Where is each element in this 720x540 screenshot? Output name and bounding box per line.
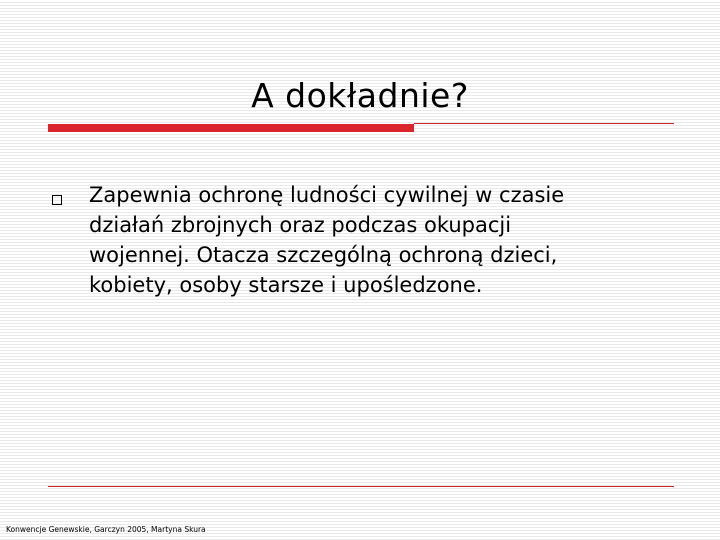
bullet-text: Zapewnia ochronę ludności cywilnej w czasie działań zbrojnych oraz podczas okupacji wojennej. Otacza szczególną ochroną dzieci, kobiety, osoby starsze i upośledzone. [89, 183, 565, 297]
title-underline-rule [414, 123, 674, 124]
footer-rule [48, 486, 674, 487]
slide-title: A dokładnie? [251, 76, 469, 115]
slide-footer: Konwencje Genewskie, Garczyn 2005, Martyna Skura [6, 525, 206, 534]
hollow-square-bullet-icon [52, 195, 62, 205]
title-accent-bar [48, 124, 414, 132]
